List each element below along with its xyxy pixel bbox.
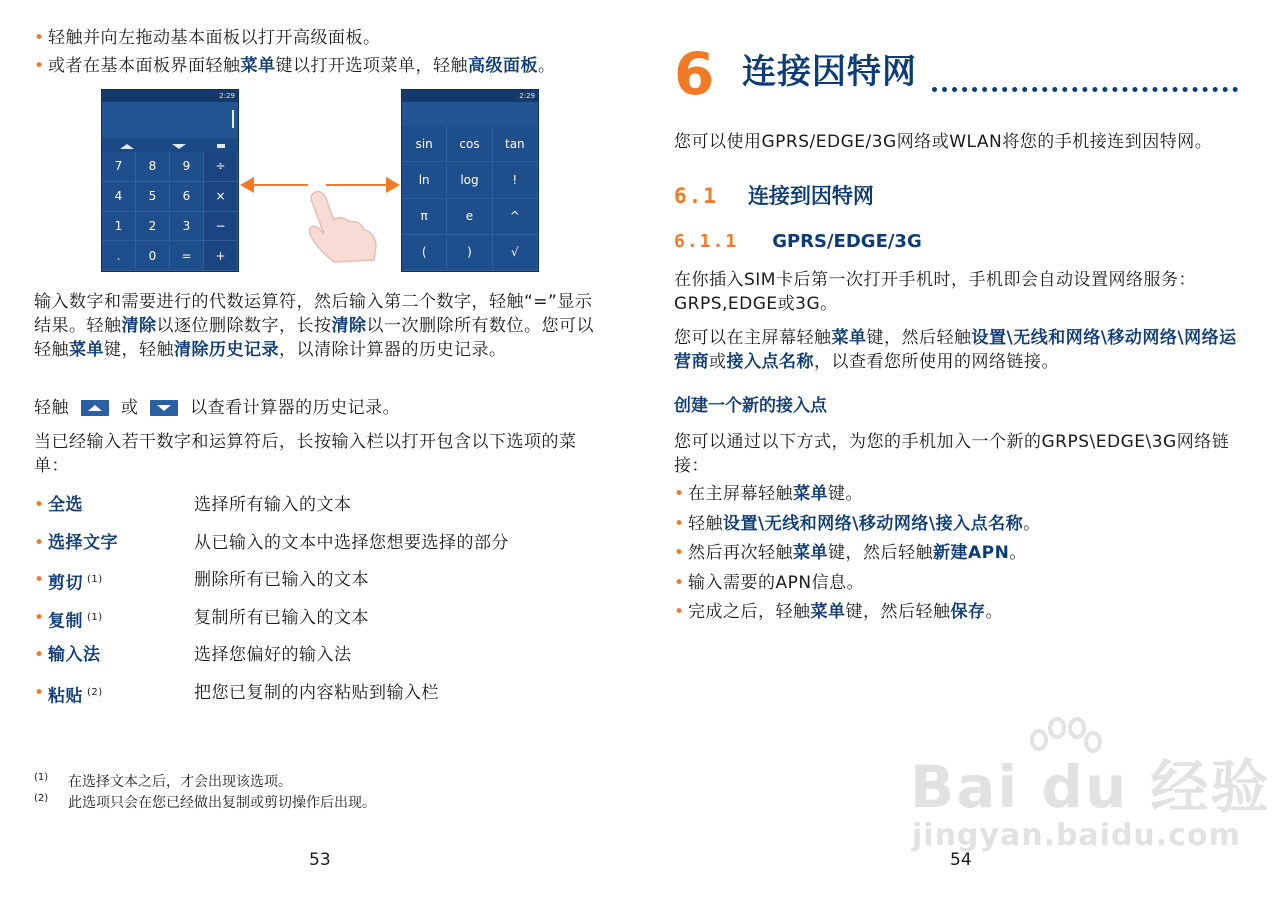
footnote-ref: (1) xyxy=(87,574,103,586)
calculator-key: ln xyxy=(402,162,447,198)
calculator-key: cos xyxy=(447,126,492,162)
calculator-advanced-keys xyxy=(402,126,538,271)
bullet-dot: • xyxy=(34,570,45,591)
bullet-drag-panel xyxy=(34,26,381,50)
option-term-text: 粘贴 xyxy=(48,686,83,707)
option-row xyxy=(34,531,608,555)
calculator-key: sin xyxy=(402,126,447,162)
auto-setup-paragraph: 在你插入SIM卡后第一次打开手机时，手机即会自动设置网络服务：GRPS,EDGE或3G。 xyxy=(674,270,1196,314)
bold-text: 新建APN xyxy=(933,543,1010,563)
arrow-head-right-icon xyxy=(386,177,400,193)
option-term xyxy=(48,568,103,596)
calculator-key: e xyxy=(447,199,492,235)
hand-swipe-icon xyxy=(304,188,382,264)
bold-text: 清除 xyxy=(331,316,367,336)
page-number: 53 xyxy=(309,850,331,870)
bold-text: 高级面板 xyxy=(468,56,538,76)
calculator-key: 1 xyxy=(102,212,136,242)
calculator-key: . xyxy=(102,241,136,271)
option-description: 复制所有已输入的文本 xyxy=(194,607,369,628)
bullet-dot: • xyxy=(34,495,45,515)
text: 然后再次轻触 xyxy=(688,543,793,563)
option-term xyxy=(48,606,103,634)
view-network-paragraph xyxy=(674,326,1250,374)
section-title: 连接到因特网 xyxy=(747,184,874,208)
text: 。 xyxy=(985,602,1003,622)
calculator-key: ( xyxy=(402,235,447,271)
calculator-key: ÷ xyxy=(204,152,238,182)
step-item xyxy=(674,541,1027,565)
option-description: 删除所有已输入的文本 xyxy=(194,570,369,591)
calculator-key: 3 xyxy=(170,212,204,242)
calculator-key: tan xyxy=(493,126,538,162)
bullet-dot: • xyxy=(674,572,685,593)
option-row xyxy=(34,681,608,705)
calculator-display xyxy=(402,102,538,126)
calculator-key: × xyxy=(204,182,238,212)
footnote-text: 此选项只会在您已经做出复制或剪切操作后出现。 xyxy=(68,795,376,811)
footnote-mark: (2) xyxy=(34,793,49,804)
bullet-dot: • xyxy=(34,645,45,666)
calculator-basic-keys xyxy=(102,152,238,271)
intro-paragraph: 您可以使用GPRS/EDGE/3G网络或WLAN将您的手机接连到因特网。 xyxy=(674,132,1213,152)
footnote-mark: (1) xyxy=(34,772,49,783)
swipe-arrow-left xyxy=(246,184,308,186)
footnote-text: 在选择文本之后，才会出现该选项。 xyxy=(68,774,292,790)
calculator-key: √ xyxy=(493,235,538,271)
subsection-title: GPRS/EDGE/3G xyxy=(772,231,922,252)
text: 或 xyxy=(120,398,139,418)
step-item xyxy=(674,571,864,595)
subsection-number: 6.1.1 xyxy=(674,231,739,252)
paw-logo-icon xyxy=(1025,716,1105,776)
text: 键，然后轻触 xyxy=(845,602,951,622)
bullet-dot: • xyxy=(34,28,45,48)
bullet-dot: • xyxy=(34,532,45,553)
bullet-text: 轻触并向左拖动基本面板以打开高级面板。 xyxy=(48,28,381,48)
option-row xyxy=(34,643,608,667)
option-row xyxy=(34,568,608,592)
option-term xyxy=(48,681,103,709)
new-apn-heading: 创建一个新的接入点 xyxy=(674,396,827,416)
chapter-title-leader xyxy=(932,52,1238,92)
calculator-key: + xyxy=(204,241,238,271)
bullet-dot: • xyxy=(674,484,685,504)
history-arrows-icon xyxy=(102,139,240,153)
history-up-icon xyxy=(81,400,109,416)
bold-text: 菜单 xyxy=(831,328,867,348)
chapter-number: 6 xyxy=(674,40,715,108)
calculator-advanced-screenshot xyxy=(401,89,539,272)
watermark-brand: Bai du 经验 xyxy=(910,753,1271,821)
calculator-key: ! xyxy=(493,162,538,198)
text: 轻触 xyxy=(688,513,723,534)
option-description: 从已输入的文本中选择您想要选择的部分 xyxy=(194,532,509,553)
history-down-icon xyxy=(150,400,178,416)
new-apn-paragraph: 您可以通过以下方式，为您的手机加入一个新的GRPS\EDGE\3G网络链接： xyxy=(674,432,1230,476)
bullet-dot: • xyxy=(674,543,685,563)
bullet-dot: • xyxy=(674,602,685,622)
text: 或者在基本面板界面轻触 xyxy=(48,56,241,76)
calculator-basic-screenshot xyxy=(101,89,239,272)
bullet-menu-advanced xyxy=(34,54,556,78)
calculator-key: 0 xyxy=(136,241,170,271)
calculator-key: − xyxy=(204,212,238,242)
text: 以逐位删除数字，长按 xyxy=(156,316,332,336)
long-press-paragraph: 当已经输入若干数字和运算符后，长按输入栏以打开包含以下选项的菜单： xyxy=(34,432,577,476)
option-description: 选择您偏好的输入法 xyxy=(194,645,352,666)
page-number: 54 xyxy=(950,850,972,870)
section-number: 6.1 xyxy=(674,184,718,208)
calculator-key: 4 xyxy=(102,182,136,212)
option-row xyxy=(34,493,608,517)
history-bar xyxy=(102,138,238,152)
bold-text: 清除历史记录 xyxy=(174,340,279,360)
watermark-url: jingyan.baidu.com xyxy=(912,818,1241,853)
text: 在主屏幕轻触 xyxy=(688,484,793,504)
calculator-display xyxy=(102,102,238,138)
text: ，以清除计算器的历史记录。 xyxy=(279,340,507,360)
calculator-key: π xyxy=(402,199,447,235)
text: 键以打开选项菜单，轻触 xyxy=(275,56,468,76)
step-item xyxy=(674,512,1041,536)
bold-text: 接入点名称 xyxy=(726,352,814,372)
arrow-head-left-icon xyxy=(240,177,254,193)
text: 您可以在主屏幕轻触 xyxy=(674,328,832,348)
option-description: 选择所有输入的文本 xyxy=(194,495,352,515)
calculator-key: ) xyxy=(447,235,492,271)
option-term xyxy=(48,493,83,517)
step-item xyxy=(674,600,1003,624)
calculator-key: 2 xyxy=(136,212,170,242)
calculator-key: 9 xyxy=(170,152,204,182)
subsection-heading xyxy=(674,230,922,254)
chapter-title: 连接因特网 xyxy=(742,52,917,92)
text: 键，然后轻触 xyxy=(828,543,933,563)
text: 。 xyxy=(1023,513,1041,534)
bold-text: 设置\无线和网络\移动网络\网络运营商 xyxy=(674,328,1237,372)
text: 键。 xyxy=(828,484,863,504)
bold-text: 菜单 xyxy=(793,484,828,504)
option-term xyxy=(48,643,101,667)
bullet-dot: • xyxy=(674,513,685,534)
right-page xyxy=(640,0,1280,909)
calculator-key: 7 xyxy=(102,152,136,182)
calculator-key: 8 xyxy=(136,152,170,182)
option-term xyxy=(48,531,118,555)
text: 完成之后，轻触 xyxy=(688,602,811,622)
bold-text: 菜单 xyxy=(240,56,276,76)
text-cursor xyxy=(232,110,234,128)
text: 键，然后轻触 xyxy=(866,328,972,348)
option-term-text: 复制 xyxy=(48,611,83,632)
calculator-key: 5 xyxy=(136,182,170,212)
section-heading xyxy=(674,182,874,210)
text: ，以查看您所使用的网络链接。 xyxy=(814,352,1059,372)
swipe-arrow-right xyxy=(326,184,390,186)
option-term-text: 选择文字 xyxy=(48,532,118,553)
calculator-key: log xyxy=(447,162,492,198)
calculator-key: ^ xyxy=(493,199,538,235)
status-bar: 2:29 xyxy=(102,90,238,102)
text: 或 xyxy=(709,352,727,372)
option-term-text: 输入法 xyxy=(48,645,101,666)
text: 键，轻触 xyxy=(104,340,174,360)
text: 。 xyxy=(1009,543,1027,563)
step-item xyxy=(674,482,863,506)
bold-text: 清除 xyxy=(121,316,157,336)
text: 。 xyxy=(538,56,556,76)
status-bar: 2:29 xyxy=(402,90,538,102)
option-row xyxy=(34,606,608,630)
bullet-dot: • xyxy=(34,56,45,76)
history-paragraph xyxy=(34,396,608,420)
bold-text: 设置\无线和网络\移动网络\接入点名称 xyxy=(723,513,1024,534)
calculator-key: 6 xyxy=(170,182,204,212)
option-term-text: 剪切 xyxy=(48,573,83,594)
footnote-ref: (2) xyxy=(87,687,103,698)
option-term-text: 全选 xyxy=(48,495,83,515)
footnote-ref: (1) xyxy=(87,611,103,623)
bullet-dot: • xyxy=(34,607,45,628)
bold-text: 菜单 xyxy=(810,602,846,622)
text: 输入需要的APN信息。 xyxy=(688,572,865,593)
bold-text: 菜单 xyxy=(69,340,104,360)
text: 轻触 xyxy=(34,398,69,418)
bold-text: 菜单 xyxy=(793,543,828,563)
bullet-dot: • xyxy=(34,683,45,703)
bold-text: 保存 xyxy=(950,602,986,622)
text: 以查看计算器的历史记录。 xyxy=(190,398,401,418)
calculator-usage-paragraph xyxy=(34,290,608,362)
text: 以一次删除所有数位。您可以轻触 xyxy=(34,316,594,360)
option-description: 把您已复制的内容粘贴到输入栏 xyxy=(194,683,439,703)
text: 输入数字和需要进行的代数运算符，然后输入第二个数字，轻触“=”显示结果。轻触 xyxy=(34,292,593,336)
calculator-key: = xyxy=(170,241,204,271)
